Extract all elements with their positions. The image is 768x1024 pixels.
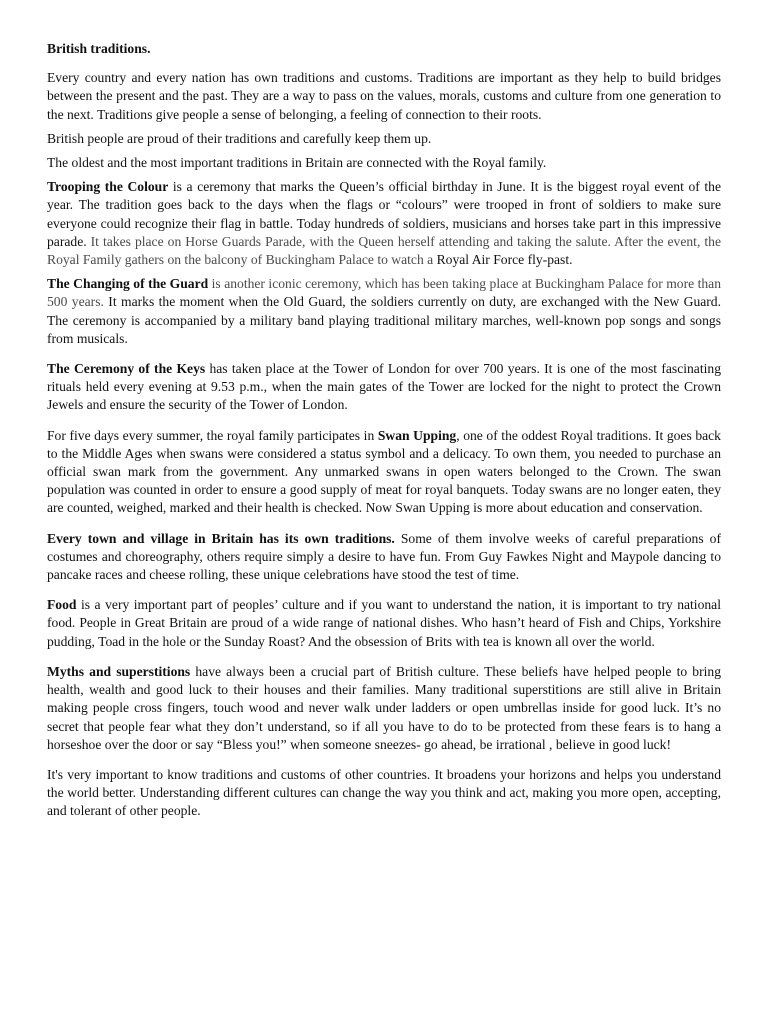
towns-paragraph [47,530,721,585]
swan-text-after: , one of the oddest Royal traditions. It goes back to the Middle Ages when swans were considered a status symbol and a delicacy. To own them, you needed to purchase an official swan mark from the government. Any unmarked swans in open waters belonged to the Crown. The swan population was counted in order to ensure a good supply of meat for royal banquets. Today swans are no longer eaten, they are counted, weighed, marked and their health is checked. Now Swan Upping is more about education and conservation. [47,427,721,516]
document-title: British traditions. [47,41,151,56]
intro-paragraph-3: The oldest and the most important traditions in Britain are connected with the Royal family. [47,155,547,171]
intro-paragraph-1: Every country and every nation has own traditions and customs. Traditions are important as they help to build bridges between the present and the past. They are a way to pass on the values, morals, customs and culture from one generation to the next. Traditions give people a sense of belonging, a feeling of connection to their roots. [47,70,721,122]
document-page [47,40,721,833]
towns-heading: Every town and village in Britain has its own traditions. [47,530,395,546]
trooping-text: is a ceremony that marks the Queen’s official birthday in June. It is the biggest royal event of the year. The tradition goes back to the days when the flags or “colours” were trooped in front of soldiers to make sure everyone could recognize their flag in battle. Today hundreds of soldiers, musicians and horses take part in this impressive parade. [47,179,721,249]
food-paragraph [47,596,721,651]
swan-heading: Swan Upping [377,427,457,443]
conclusion-paragraph: It's very important to know traditions and customs of other countries. It broadens your horizons and helps you understand the world better. Understanding different cultures can change the way you think and act, making you more open, accepting, and tolerant of other people. [47,766,721,819]
towns-text: Some of them involve weeks of careful preparations of costumes and choreography, others require simply a desire to have fun. From Guy Fawkes Night and Maypole dancing to pancake races and cheese rolling, these unique celebrations have stood the test of time. [47,530,721,583]
trooping-text-end: Royal Air Force fly-past. [433,252,573,268]
intro-paragraph-2: British people are proud of their traditions and carefully keep them up. [47,130,432,146]
myths-heading: Myths and superstitions [47,663,191,679]
guard-text-muted: is another iconic ceremony, which has been taking place at Buckingham Palace for more than 500 years. [47,276,722,310]
food-text: is a very important part of peoples’ culture and if you want to understand the nation, it is important to try national food. People in Great Britain are proud of a wide range of national dishes. Who hasn’t heard of Fish and Chips, Yorkshire pudding, Toad in the hole or the Sunday Roast? And the obsession of Brits with tea is known all over the world. [47,597,721,649]
trooping-heading: Trooping the Colour [47,179,169,195]
trooping-text-muted: It takes place on Horse Guards Parade, with the Queen herself attending and taking the salute. After the event, the Royal Family gathers on the balcony of Buckingham Palace to watch a [47,233,721,268]
guard-paragraph [47,275,721,348]
keys-text: has taken place at the Tower of London for over 700 years. It is one of the most fascinating rituals held every evening at 9.53 p.m., when the main gates of the Tower are locked for the night to protect the Crown Jewels and ensure the security of the Tower of London. [47,361,721,413]
guard-heading: The Changing of the Guard [47,276,209,292]
myths-paragraph [47,663,721,754]
keys-heading: The Ceremony of the Keys [47,361,206,377]
trooping-paragraph [47,178,721,269]
keys-paragraph [47,360,721,415]
food-heading: Food [47,597,77,613]
myths-text: have always been a crucial part of British culture. These beliefs have helped people to bring health, wealth and good luck to their houses and their families. Many traditional superstitions are still alive in Britain making people cross fingers, touch wood and never walk under ladders or open umbrellas inside for good luck. It’s no secret that people fear what they don’t understand, so if all you have to do to be protected from these fears is to hang a horseshoe over the door or say “Bless you!” when someone sneezes- go ahead, be irrational , believe in good luck! [47,663,721,752]
swan-paragraph [47,427,721,518]
guard-text: It marks the moment when the Old Guard, the soldiers currently on duty, are exchanged with the New Guard. The ceremony is accompanied by a military band playing traditional military marches, well-known pop songs and songs from musicals. [47,294,721,346]
swan-text-before: For five days every summer, the royal family participates in [47,427,378,443]
